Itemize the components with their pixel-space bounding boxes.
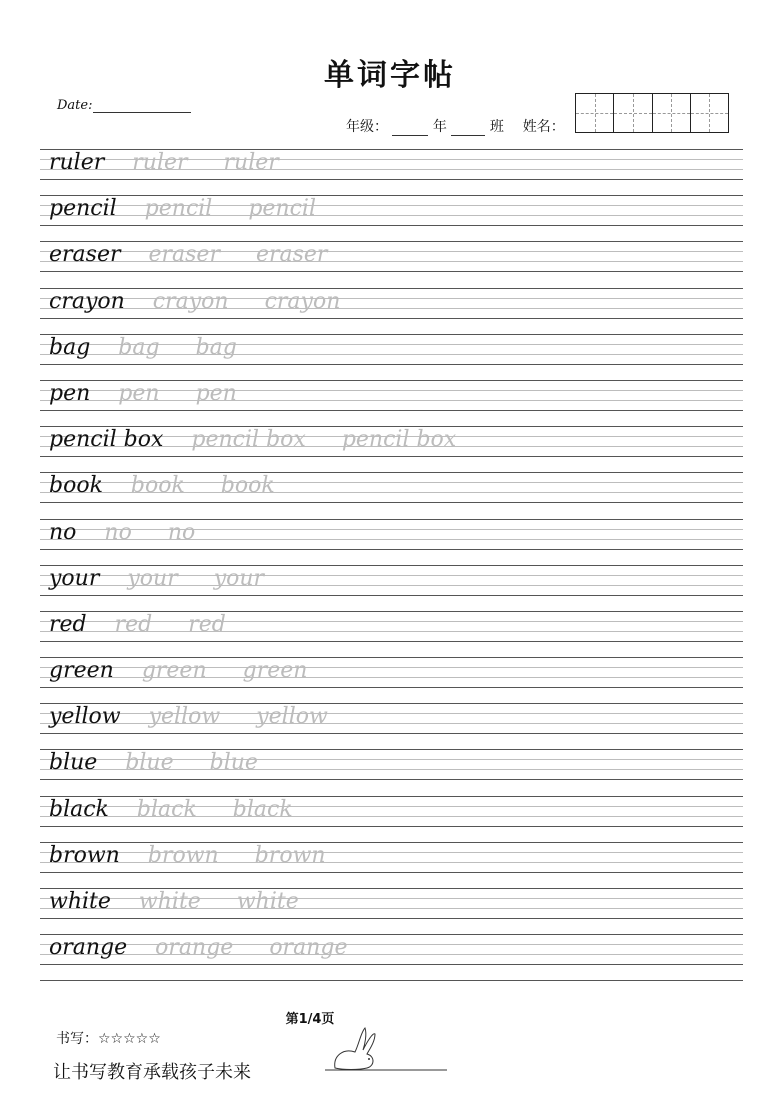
- word-trace[interactable]: bag: [118, 334, 160, 360]
- word-trace[interactable]: crayon: [264, 288, 341, 314]
- guide-line: [40, 179, 743, 180]
- word-trace[interactable]: pen: [195, 380, 237, 406]
- rabbit-icon: [325, 1022, 455, 1074]
- guide-line: [40, 410, 743, 411]
- word-trace[interactable]: red: [188, 611, 226, 637]
- word-example: book: [49, 473, 103, 499]
- class-char: 班: [489, 119, 504, 135]
- word-group: [49, 197, 352, 221]
- date-field[interactable]: [93, 112, 191, 113]
- word-trace[interactable]: crayon: [152, 288, 229, 314]
- practice-row: [40, 195, 743, 241]
- word-group: [49, 936, 383, 960]
- student-info: [346, 116, 565, 136]
- guide-line: [40, 980, 743, 981]
- word-example: yellow: [49, 704, 121, 730]
- name-box[interactable]: [691, 94, 728, 132]
- practice-row: [40, 472, 743, 518]
- word-trace[interactable]: white: [138, 889, 201, 914]
- word-example: black: [49, 796, 109, 822]
- word-trace[interactable]: yellow: [256, 704, 328, 730]
- word-group: [49, 705, 364, 729]
- word-trace[interactable]: yellow: [148, 704, 221, 730]
- word-trace[interactable]: ruler: [132, 150, 188, 175]
- word-example: your: [49, 565, 100, 591]
- word-trace[interactable]: blue: [209, 750, 258, 776]
- word-group: [49, 474, 311, 498]
- word-group: [49, 613, 262, 637]
- practice-row: [40, 241, 743, 287]
- word-trace[interactable]: no: [167, 519, 196, 545]
- word-trace[interactable]: black: [136, 796, 197, 822]
- word-example: pencil: [49, 196, 117, 222]
- word-trace[interactable]: red: [114, 611, 153, 637]
- word-trace[interactable]: pencil box: [341, 427, 457, 453]
- guide-line: [40, 703, 743, 704]
- guide-line: [40, 288, 743, 289]
- guide-line: [40, 241, 743, 242]
- grade-field[interactable]: [392, 121, 428, 136]
- word-trace[interactable]: bag: [195, 334, 237, 360]
- word-trace[interactable]: book: [130, 473, 185, 499]
- practice-rows: [40, 149, 743, 981]
- word-group: [49, 428, 492, 452]
- word-trace[interactable]: eraser: [255, 242, 328, 268]
- word-trace[interactable]: no: [104, 519, 132, 545]
- guide-line: [40, 826, 743, 827]
- word-example: no: [49, 519, 77, 545]
- word-group: [49, 336, 273, 360]
- word-trace[interactable]: brown: [254, 842, 326, 868]
- word-trace[interactable]: orange: [269, 935, 348, 961]
- word-group: [49, 151, 315, 175]
- word-trace[interactable]: your: [213, 565, 265, 591]
- word-example: white: [49, 889, 111, 914]
- guide-line: [40, 842, 743, 843]
- name-box[interactable]: [614, 94, 652, 132]
- practice-row: [40, 934, 743, 980]
- practice-row: [40, 657, 743, 703]
- word-example: green: [49, 658, 114, 684]
- word-group: [49, 659, 343, 683]
- word-trace[interactable]: black: [232, 796, 293, 822]
- guide-line: [40, 225, 743, 226]
- word-example: bag: [49, 334, 91, 360]
- word-group: [49, 243, 363, 267]
- word-example: brown: [49, 842, 120, 868]
- word-example: crayon: [49, 288, 125, 314]
- practice-row: [40, 796, 743, 842]
- guide-line: [40, 271, 743, 272]
- word-example: pen: [49, 380, 91, 406]
- guide-line: [40, 502, 743, 503]
- practice-row: [40, 703, 743, 749]
- word-group: [49, 290, 376, 314]
- word-trace[interactable]: green: [242, 658, 308, 684]
- word-group: [49, 382, 273, 406]
- practice-row: [40, 842, 743, 888]
- word-example: red: [49, 611, 87, 637]
- guide-line: [40, 872, 743, 873]
- year-char: 年: [432, 119, 447, 135]
- word-trace[interactable]: pencil: [144, 196, 213, 222]
- word-trace[interactable]: your: [127, 565, 178, 591]
- page-number: 第1/4页: [285, 1012, 335, 1027]
- guide-line: [40, 687, 743, 688]
- practice-row: [40, 519, 743, 565]
- name-box[interactable]: [653, 94, 691, 132]
- guide-line: [40, 595, 743, 596]
- word-trace[interactable]: eraser: [148, 242, 220, 268]
- slogan: 让书写教育承载孩子未来: [53, 1062, 251, 1083]
- word-example: pencil box: [49, 427, 164, 453]
- guide-line: [40, 918, 743, 919]
- guide-line: [40, 733, 743, 734]
- guide-line: [40, 934, 743, 935]
- word-trace[interactable]: pencil box: [191, 427, 306, 453]
- word-trace[interactable]: orange: [155, 935, 234, 961]
- guide-line: [40, 318, 743, 319]
- practice-row: [40, 611, 743, 657]
- guide-line: [40, 456, 743, 457]
- word-group: [49, 798, 329, 822]
- guide-line: [40, 519, 743, 520]
- writing-rating: 书写：☆☆☆☆☆: [56, 1031, 161, 1047]
- word-group: [49, 890, 335, 914]
- word-trace[interactable]: pencil: [248, 196, 317, 222]
- practice-row: [40, 426, 743, 472]
- name-box[interactable]: [576, 94, 614, 132]
- practice-row: [40, 149, 743, 195]
- practice-row: [40, 565, 743, 611]
- word-group: [49, 567, 300, 591]
- page-title: 单词字帖: [324, 58, 456, 93]
- guide-line: [40, 364, 743, 365]
- word-trace[interactable]: brown: [147, 842, 219, 868]
- word-trace[interactable]: blue: [125, 750, 174, 776]
- practice-row: [40, 334, 743, 380]
- name-label: 姓名：: [522, 119, 565, 135]
- word-example: orange: [49, 935, 128, 961]
- word-example: ruler: [49, 150, 105, 175]
- guide-line: [40, 779, 743, 780]
- word-trace[interactable]: white: [236, 889, 299, 914]
- practice-row: [40, 288, 743, 334]
- word-example: eraser: [49, 242, 121, 268]
- practice-row: [40, 380, 743, 426]
- word-trace[interactable]: green: [141, 658, 207, 684]
- word-group: [49, 521, 231, 545]
- word-trace[interactable]: book: [220, 473, 275, 499]
- practice-row: [40, 749, 743, 795]
- word-trace[interactable]: ruler: [223, 150, 279, 175]
- guide-line: [40, 641, 743, 642]
- word-example: blue: [49, 750, 98, 776]
- class-field[interactable]: [451, 121, 485, 136]
- name-grid[interactable]: [575, 93, 729, 133]
- word-trace[interactable]: pen: [118, 380, 160, 406]
- practice-row: [40, 888, 743, 934]
- word-group: [49, 751, 294, 775]
- word-group: [49, 844, 362, 868]
- grade-label: 年级：: [346, 119, 388, 135]
- guide-line: [40, 549, 743, 550]
- date-label: Date:: [57, 98, 93, 113]
- guide-line: [40, 964, 743, 965]
